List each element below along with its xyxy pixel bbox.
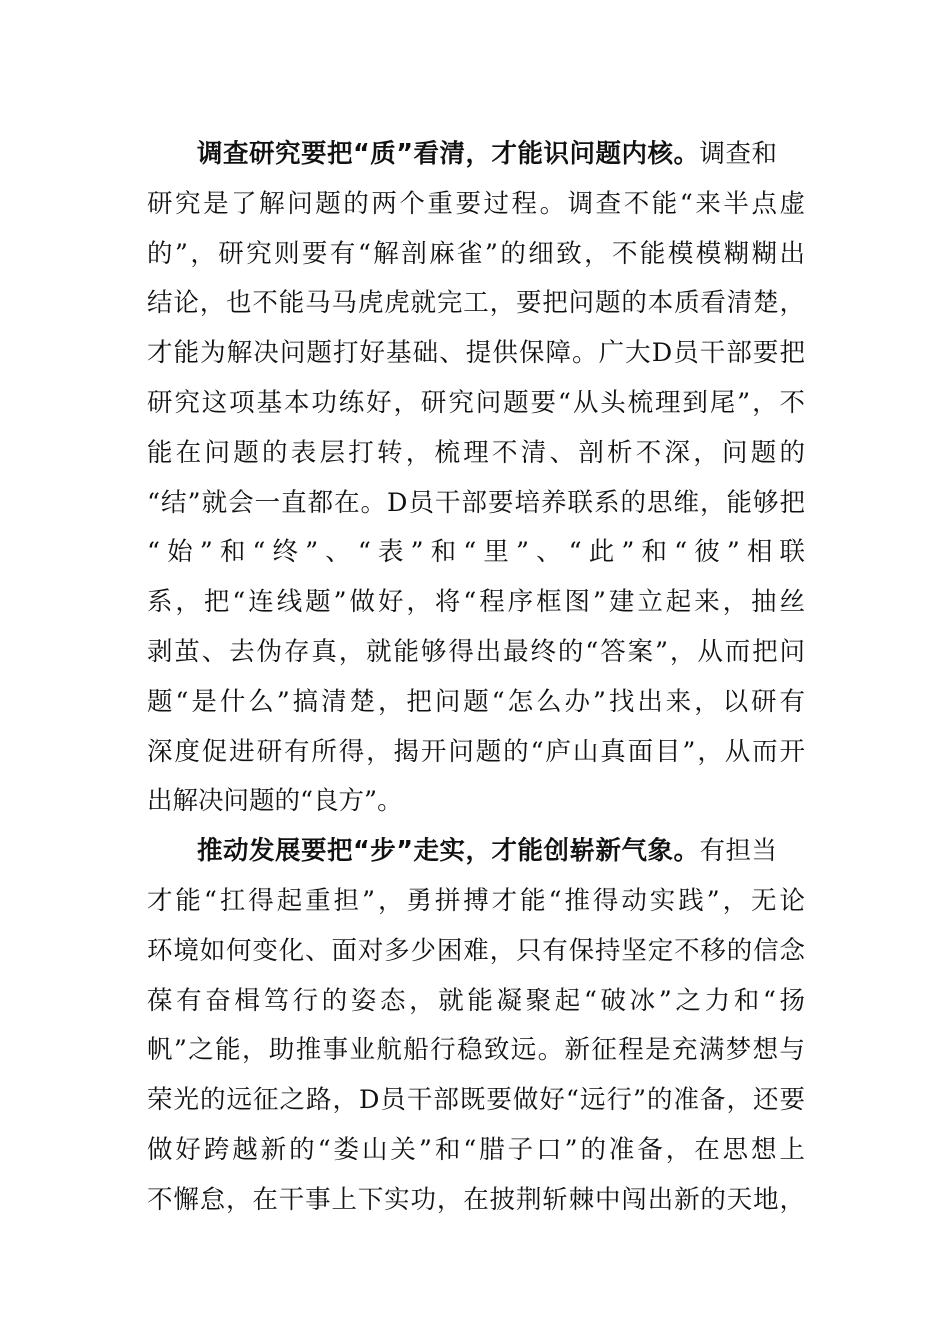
paragraph-line: 葆有奋楫笃行的姿态，就能凝聚起“破冰”之力和“扬 [147,985,805,1016]
paragraph-line: 研究这项基本功练好，研究问题要“从头梳理到尾”，不 [147,387,805,418]
paragraph-line: 题“是什么”搞清楚，把问题“怎么办”找出来，以研有 [147,686,805,717]
paragraph-line: 能在问题的表层打转，梳理不清、剖析不深，问题的 [147,437,805,468]
paragraph-development [147,827,805,1225]
paragraph-line-text: 调查和 [699,139,778,169]
paragraph-investigation [147,130,805,827]
paragraph-line-text: 有担当 [699,836,778,867]
paragraph-line: 研究是了解问题的两个重要过程。调查不能“来半点虚 [147,188,805,219]
article-body [147,130,805,1226]
paragraph-first-line [147,827,805,877]
paragraph-line: 荣光的远征之路，D员干部既要做好“远行”的准备，还要 [147,1085,805,1116]
paragraph-line: 出解决问题的“良方”。 [147,786,403,817]
paragraph-line: “始”和“终”、“表”和“里”、“此”和“彼”相联 [147,537,805,568]
paragraph-lead-sentence: 调查研究要把“质”看清，才能识问题内核。 [197,139,700,169]
paragraph-line: “结”就会一直都在。D员干部要培养联系的思维，能够把 [147,487,805,518]
paragraph-line: 系，把“连线题”做好，将“程序框图”建立起来，抽丝 [147,587,805,618]
paragraph-line: 结论，也不能马马虎虎就完工，要把问题的本质看清楚， [147,288,805,319]
paragraph-line: 才能“扛得起重担”，勇拼搏才能“推得动实践”，无论 [147,885,805,916]
paragraph-first-line [147,130,805,180]
paragraph-line: 做好跨越新的“娄山关”和“腊子口”的准备，在思想上 [147,1134,805,1165]
paragraph-line: 的”，研究则要有“解剖麻雀”的细致，不能模模糊糊出 [147,238,805,269]
paragraph-line: 不懈怠，在干事上下实功，在披荆斩棘中闯出新的天地， [147,1184,805,1215]
paragraph-line: 环境如何变化、面对多少困难，只有保持坚定不移的信念 [147,935,805,966]
paragraph-line: 剥茧、去伪存真，就能够得出最终的“答案”，从而把问 [147,636,805,667]
paragraph-line: 深度促进研有所得，揭开问题的“庐山真面目”，从而开 [147,736,805,767]
paragraph-lead-sentence: 推动发展要把“步”走实，才能创崭新气象。 [197,836,700,867]
paragraph-line: 帆”之能，助推事业航船行稳致远。新征程是充满梦想与 [147,1035,805,1066]
paragraph-line: 才能为解决问题打好基础、提供保障。广大D员干部要把 [147,338,805,369]
